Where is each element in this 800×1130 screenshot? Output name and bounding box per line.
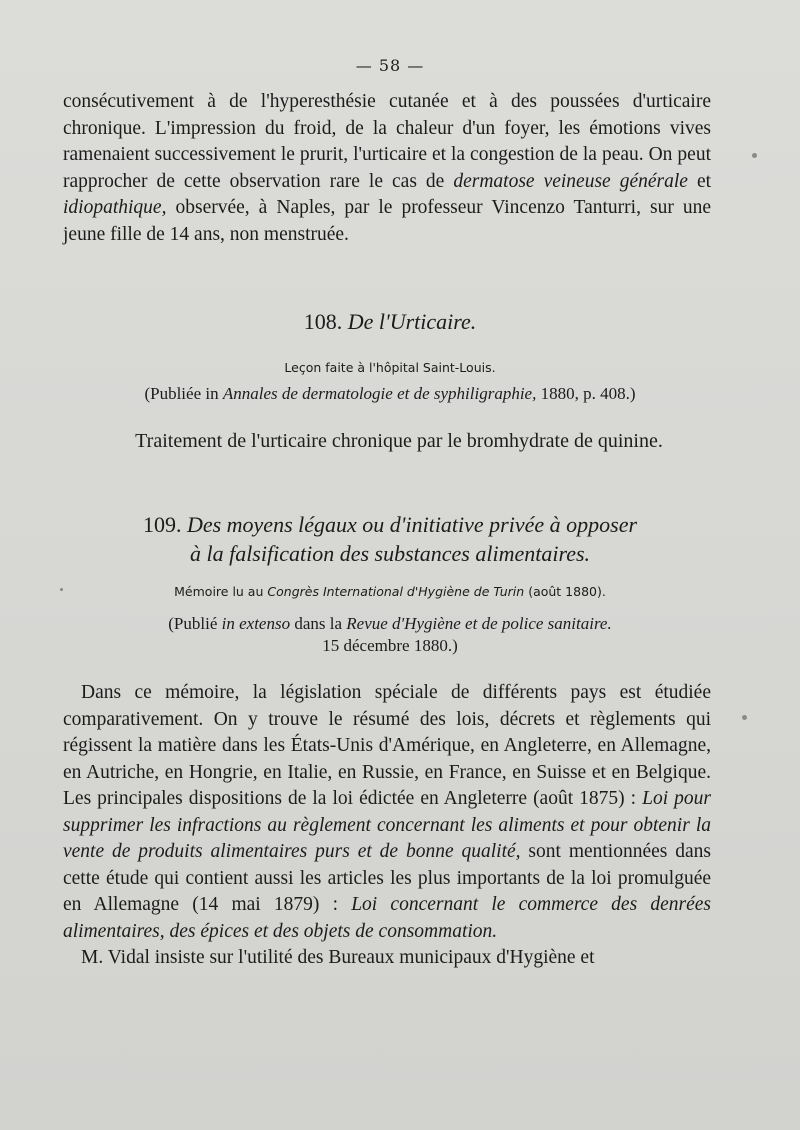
final-italic1: Loi pour supprimer les infractions au règlement concernant les aliments et pour obtenir la vente de produits alimentaires purs et de bonne qualité, [63, 788, 711, 862]
intro-text: consécutivement à de l'hyperesthésie cutanée et à des poussées d'urticaire chronique. L'impression du froid, de la chaleur d'un foyer, les émotions vives ramenaient successivement le prurit, l'urticaire et la congestion de la peau. On peut rapprocher de cette observation rare le cas de [63, 91, 711, 192]
intro-mid: et [696, 170, 712, 192]
section-108-subtitle: Traitement de l'urticaire chronique par le bromhydrate de quinine. [135, 430, 663, 452]
paper-speck [60, 588, 63, 591]
pub2-prefix: (Publié [168, 614, 218, 633]
memoire-congress: Congrès International d'Hygiène de Turin [267, 584, 525, 599]
pub2-italic2: Revue d'Hygiène et de police sanitaire. [346, 614, 612, 633]
final-part2: sont mentionnées dans cette étude qui contient aussi les articles les plus importants de la loi promulguée en Allemagne (14 mai 1879) : [63, 841, 712, 915]
final-italic2: Loi concernant le commerce des denrées alimentaires, des épices et des objets de consommation. [63, 894, 712, 942]
section-109-publication [0, 613, 780, 657]
pub2-mid: dans la [294, 614, 343, 633]
section-109-title-line2: à la falsification des substances alimentaires. [189, 541, 591, 566]
pub2-italic1: in extenso [221, 614, 291, 633]
section-108-pub-journal: Annales de dermatologie et de syphiligraphie, [222, 384, 537, 403]
section-108-publication [0, 384, 780, 404]
section-109-number: 109. [142, 512, 182, 537]
memoire-suffix: (août 1880). [528, 584, 606, 599]
memoire-prefix: Mémoire lu au [174, 584, 264, 599]
intro-end: observée, à Naples, par le professeur Vincenzo Tanturri, sur une jeune fille de 14 ans, non menstruée. [63, 197, 711, 245]
intro-italic-2: idiopathique, [63, 197, 167, 218]
paper-speck [752, 153, 757, 158]
section-108-heading [0, 309, 780, 335]
pub2-line2: 15 décembre 1880.) [322, 636, 458, 655]
final-part1: Dans ce mémoire, la législation spéciale de différents pays est étudiée comparativement. On y trouve le résumé des lois, décrets et règlements qui régissent la matière dans les États-Unis d'Amérique, en Angleterre, en Allemagne, en Autriche, en Hongrie, en Italie, en Russie, en France, en Suisse et en Belgique. Les principales dispositions de la loi édictée en Angleterre (août 1875) : [63, 682, 711, 809]
section-108-lecture: Leçon faite à l'hôpital Saint-Louis. [284, 360, 496, 375]
final-paragraph [63, 680, 711, 972]
section-108-pub-prefix: (Publiée in [144, 384, 219, 403]
last-line: M. Vidal insiste sur l'utilité des Bureaux municipaux d'Hygiène et [81, 947, 595, 968]
page-number: — 58 — [355, 56, 425, 75]
intro-italic-1: dermatose veineuse générale [453, 170, 688, 192]
paper-speck [742, 715, 747, 720]
section-109-heading [0, 510, 780, 568]
section-108-pub-suffix: 1880, p. 408.) [540, 384, 636, 403]
section-108-number: 108. [303, 309, 343, 334]
intro-paragraph [63, 89, 711, 248]
section-108-title: De l'Urticaire. [347, 309, 477, 334]
section-109-memoire [0, 584, 780, 599]
section-109-title-line1: Des moyens légaux ou d'initiative privée à opposer [186, 512, 638, 537]
